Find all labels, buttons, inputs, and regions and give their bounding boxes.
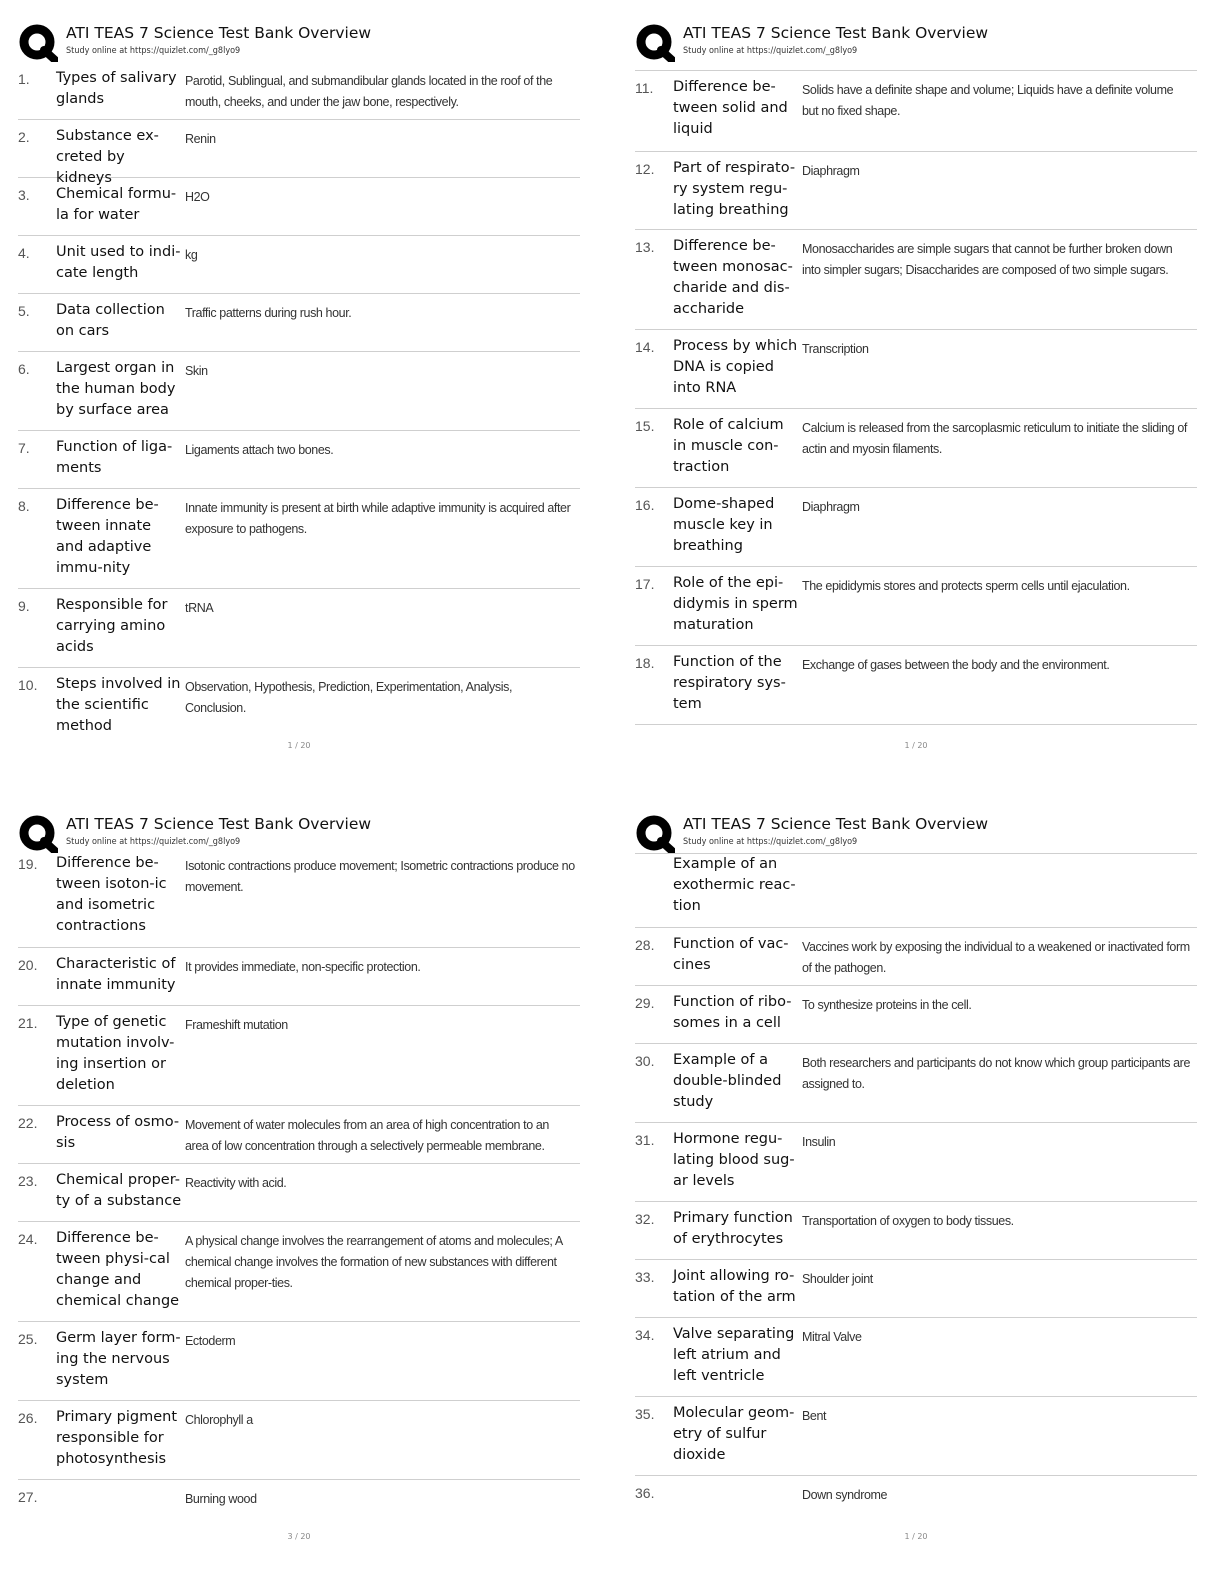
row-number: 21.: [18, 1015, 38, 1031]
row-definition: Parotid, Sublingual, and submandibular glands located in the roof of the mouth, cheeks, and under the jaw bone, respectively.: [185, 74, 553, 109]
table-row: [18, 431, 580, 489]
document-page-1: [18, 22, 580, 750]
row-definition: Frameshift mutation: [185, 1018, 288, 1032]
row-number: 15.: [635, 418, 655, 434]
table-row: [18, 352, 580, 431]
table-row: [18, 1322, 580, 1401]
page-subtitle-link[interactable]: Study online at https://quizlet.com/_g8lyo9: [66, 837, 241, 847]
row-term: Function of ribo-somes in a cell: [673, 994, 792, 1031]
row-term: Steps involved in the scientific method: [56, 676, 181, 734]
row-term: Joint allowing ro-tation of the arm: [673, 1268, 796, 1305]
row-term: Example of an exothermic reac-tion: [673, 856, 796, 914]
row-number: 9.: [18, 598, 30, 614]
row-definition: It provides immediate, non-specific protection.: [185, 960, 421, 974]
table-row: [18, 489, 580, 589]
row-number: 6.: [18, 361, 30, 377]
row-definition: Bent: [802, 1409, 827, 1423]
document-page-3: [18, 813, 580, 1541]
table-row: [18, 120, 580, 186]
row-term: Example of a double-blinded study: [673, 1052, 782, 1110]
row-term: Responsible for carrying amino acids: [56, 597, 168, 655]
row-definition: Renin: [185, 132, 216, 146]
table-row: [635, 152, 1197, 230]
row-number: 4.: [18, 245, 30, 261]
row-term: Difference be-tween isoton-ic and isometric contractions: [56, 855, 167, 934]
row-number: 11.: [635, 80, 654, 96]
row-definition: Burning wood: [185, 1492, 257, 1506]
row-term: Types of salivary glands: [56, 70, 177, 107]
table-row-continued: [635, 853, 1197, 928]
table-row: [635, 646, 1197, 725]
row-definition: Chlorophyll a: [185, 1413, 253, 1427]
row-definition: Mitral Valve: [802, 1330, 862, 1344]
table-row: [635, 928, 1197, 986]
table-row: [18, 1106, 580, 1164]
row-definition: Innate immunity is present at birth while adaptive immunity is acquired after exposure to pathogens.: [185, 501, 571, 536]
row-number: 5.: [18, 303, 30, 319]
row-number: 31.: [635, 1132, 655, 1148]
row-number: 23.: [18, 1173, 38, 1189]
row-definition: Exchange of gases between the body and the environment.: [802, 658, 1110, 672]
row-number: 34.: [635, 1327, 655, 1343]
row-number: 12.: [635, 161, 655, 177]
row-term: Function of vac-cines: [673, 936, 789, 973]
page-title: ATI TEAS 7 Science Test Bank Overview: [683, 24, 989, 42]
row-number: 33.: [635, 1269, 655, 1285]
row-term: Germ layer form-ing the nervous system: [56, 1330, 181, 1388]
table-row: [18, 1006, 580, 1106]
row-definition: Isotonic contractions produce movement; Isometric contractions produce no movement.: [185, 859, 575, 894]
page-header: [635, 813, 1197, 853]
table-row: [635, 1202, 1197, 1260]
page-header: [635, 22, 1197, 62]
row-number: 17.: [635, 576, 655, 592]
table-row: [18, 668, 580, 740]
row-number: 26.: [18, 1410, 38, 1426]
row-term: Substance ex-creted by kidneys: [56, 128, 159, 186]
row-definition: A physical change involves the rearrangement of atoms and molecules; A chemical change involves the formation of new substances with different chemical proper-ties.: [185, 1234, 563, 1290]
page-subtitle-link[interactable]: Study online at https://quizlet.com/_g8lyo9: [66, 46, 241, 56]
table-row: [18, 948, 580, 1006]
page-number: 3 / 20: [287, 1532, 311, 1541]
table-row: [18, 236, 580, 294]
row-term: Largest organ in the human body by surface area: [56, 360, 176, 418]
table-row: [635, 71, 1197, 152]
row-term: Process by which DNA is copied into RNA: [673, 338, 798, 396]
table-row: [18, 1401, 580, 1480]
row-term: Data collection on cars: [56, 302, 165, 339]
table-row: [18, 178, 580, 236]
row-definition: Insulin: [802, 1135, 836, 1149]
table-row: [635, 409, 1197, 488]
table-row: [635, 230, 1197, 330]
table-row: [635, 330, 1197, 409]
row-definition: kg: [185, 248, 198, 262]
row-number: 20.: [18, 957, 38, 973]
row-definition: To synthesize proteins in the cell.: [802, 998, 972, 1012]
table-row: [18, 1480, 580, 1516]
row-definition: Reactivity with acid.: [185, 1176, 287, 1190]
table-row: [635, 986, 1197, 1044]
row-definition: tRNA: [185, 601, 214, 615]
row-term: Type of genetic mutation involv-ing insertion or deletion: [56, 1014, 175, 1093]
table-row: [18, 294, 580, 352]
table-row: [635, 1044, 1197, 1123]
table-row: [18, 1164, 580, 1222]
row-number: 29.: [635, 995, 655, 1011]
row-term: Dome-shaped muscle key in breathing: [673, 496, 775, 554]
row-definition: Transportation of oxygen to body tissues.: [802, 1214, 1014, 1228]
divider: [635, 62, 1197, 71]
page-title: ATI TEAS 7 Science Test Bank Overview: [66, 24, 372, 42]
quizlet-logo-icon: [635, 815, 675, 853]
row-term: Primary pigment responsible for photosynthesis: [56, 1409, 177, 1467]
table-row: [635, 1318, 1197, 1397]
quizlet-logo-icon: [18, 815, 58, 853]
row-term: Function of the respiratory sys-tem: [673, 654, 786, 712]
row-number: 32.: [635, 1211, 655, 1227]
row-term: Difference be-tween monosac-charide and dis-accharide: [673, 238, 793, 317]
page-header: [18, 22, 580, 62]
row-number: 25.: [18, 1331, 38, 1347]
table-row: [635, 1123, 1197, 1202]
row-number: 8.: [18, 498, 30, 514]
row-term: Part of respirato-ry system regu-lating breathing: [673, 160, 796, 218]
row-definition: The epididymis stores and protects sperm cells until ejaculation.: [802, 579, 1130, 593]
row-number: 35.: [635, 1406, 655, 1422]
table-row: [635, 488, 1197, 567]
page-subtitle-link[interactable]: Study online at https://quizlet.com/_g8lyo9: [683, 837, 858, 847]
row-term: Primary function of erythrocytes: [673, 1210, 793, 1247]
row-definition: Movement of water molecules from an area of high concentration to an area of low concentration through a selectively permeable membrane.: [185, 1118, 549, 1153]
row-number: 22.: [18, 1115, 38, 1131]
row-number: 36.: [635, 1485, 655, 1501]
row-definition: Ectoderm: [185, 1334, 236, 1348]
table-row: [18, 62, 580, 120]
row-term: Valve separating left atrium and left ventricle: [673, 1326, 795, 1384]
row-definition: Skin: [185, 364, 208, 378]
row-definition: Traffic patterns during rush hour.: [185, 306, 352, 320]
table-row: [635, 1476, 1197, 1512]
document-page-2: [635, 22, 1197, 750]
row-term: Difference be-tween physi-cal change and chemical change: [56, 1230, 180, 1309]
row-term: Chemical formu-la for water: [56, 186, 177, 223]
row-number: 1.: [18, 71, 30, 87]
table-row: [18, 1222, 580, 1322]
row-term: Characteristic of innate immunity: [56, 956, 176, 993]
row-term: Difference be-tween innate and adaptive immu-nity: [56, 497, 159, 576]
row-definition: Shoulder joint: [802, 1272, 873, 1286]
row-definition: Diaphragm: [802, 164, 860, 178]
row-number: 16.: [635, 497, 655, 513]
row-definition: Solids have a definite shape and volume; Liquids have a definite volume but no fixed shape.: [802, 83, 1174, 118]
row-definition: Monosaccharides are simple sugars that cannot be further broken down into simpler sugars; Disaccharides are composed of two simple sugars.: [802, 242, 1173, 277]
document-page-4: [635, 813, 1197, 1541]
page-number: 1 / 20: [904, 1532, 928, 1541]
row-definition: Both researchers and participants do not know which group participants are assigned to.: [802, 1056, 1190, 1091]
row-number: 10.: [18, 677, 38, 693]
row-term: Molecular geom-etry of sulfur dioxide: [673, 1405, 795, 1463]
row-definition: Transcription: [802, 342, 869, 356]
row-number: 3.: [18, 187, 30, 203]
row-definition: Observation, Hypothesis, Prediction, Experimentation, Analysis, Conclusion.: [185, 680, 513, 715]
row-term: Process of osmo-sis: [56, 1114, 180, 1151]
row-definition: Calcium is released from the sarcoplasmic reticulum to initiate the sliding of actin and myosin filaments.: [802, 421, 1187, 456]
row-number: 28.: [635, 937, 655, 953]
row-definition: Vaccines work by exposing the individual to a weakened or inactivated form of the pathogen.: [802, 940, 1190, 975]
row-definition: Down syndrome: [802, 1488, 888, 1502]
page-number: 1 / 20: [287, 741, 311, 750]
row-term: Role of the epi-didymis in sperm maturation: [673, 575, 798, 633]
page-title: ATI TEAS 7 Science Test Bank Overview: [66, 815, 372, 833]
row-number: 24.: [18, 1231, 38, 1247]
row-term: Hormone regu-lating blood sug-ar levels: [673, 1131, 795, 1189]
page-title: ATI TEAS 7 Science Test Bank Overview: [683, 815, 989, 833]
row-number: 19.: [18, 856, 38, 872]
table-row: [635, 1397, 1197, 1476]
row-term: Function of liga-ments: [56, 439, 173, 476]
page-subtitle-link[interactable]: Study online at https://quizlet.com/_g8lyo9: [683, 46, 858, 56]
row-number: 18.: [635, 655, 655, 671]
row-number: 27.: [18, 1489, 38, 1505]
row-term: Chemical proper-ty of a substance: [56, 1172, 182, 1209]
row-number: 30.: [635, 1053, 655, 1069]
table-row: [18, 589, 580, 668]
page-number: 1 / 20: [904, 741, 928, 750]
table-row: [635, 1260, 1197, 1318]
row-term: Unit used to indi-cate length: [56, 244, 181, 281]
row-definition: Diaphragm: [802, 500, 860, 514]
row-number: 7.: [18, 440, 30, 456]
row-term: Difference be-tween solid and liquid: [673, 79, 788, 137]
quizlet-logo-icon: [635, 24, 675, 62]
table-row: [18, 853, 580, 948]
quizlet-logo-icon: [18, 24, 58, 62]
table-row: [635, 567, 1197, 646]
row-number: 2.: [18, 129, 30, 145]
row-definition: H2O: [185, 190, 210, 204]
row-definition: Ligaments attach two bones.: [185, 443, 334, 457]
page-header: [18, 813, 580, 853]
row-term: Role of calcium in muscle con-traction: [673, 417, 784, 475]
row-number: 13.: [635, 239, 655, 255]
row-number: 14.: [635, 339, 655, 355]
